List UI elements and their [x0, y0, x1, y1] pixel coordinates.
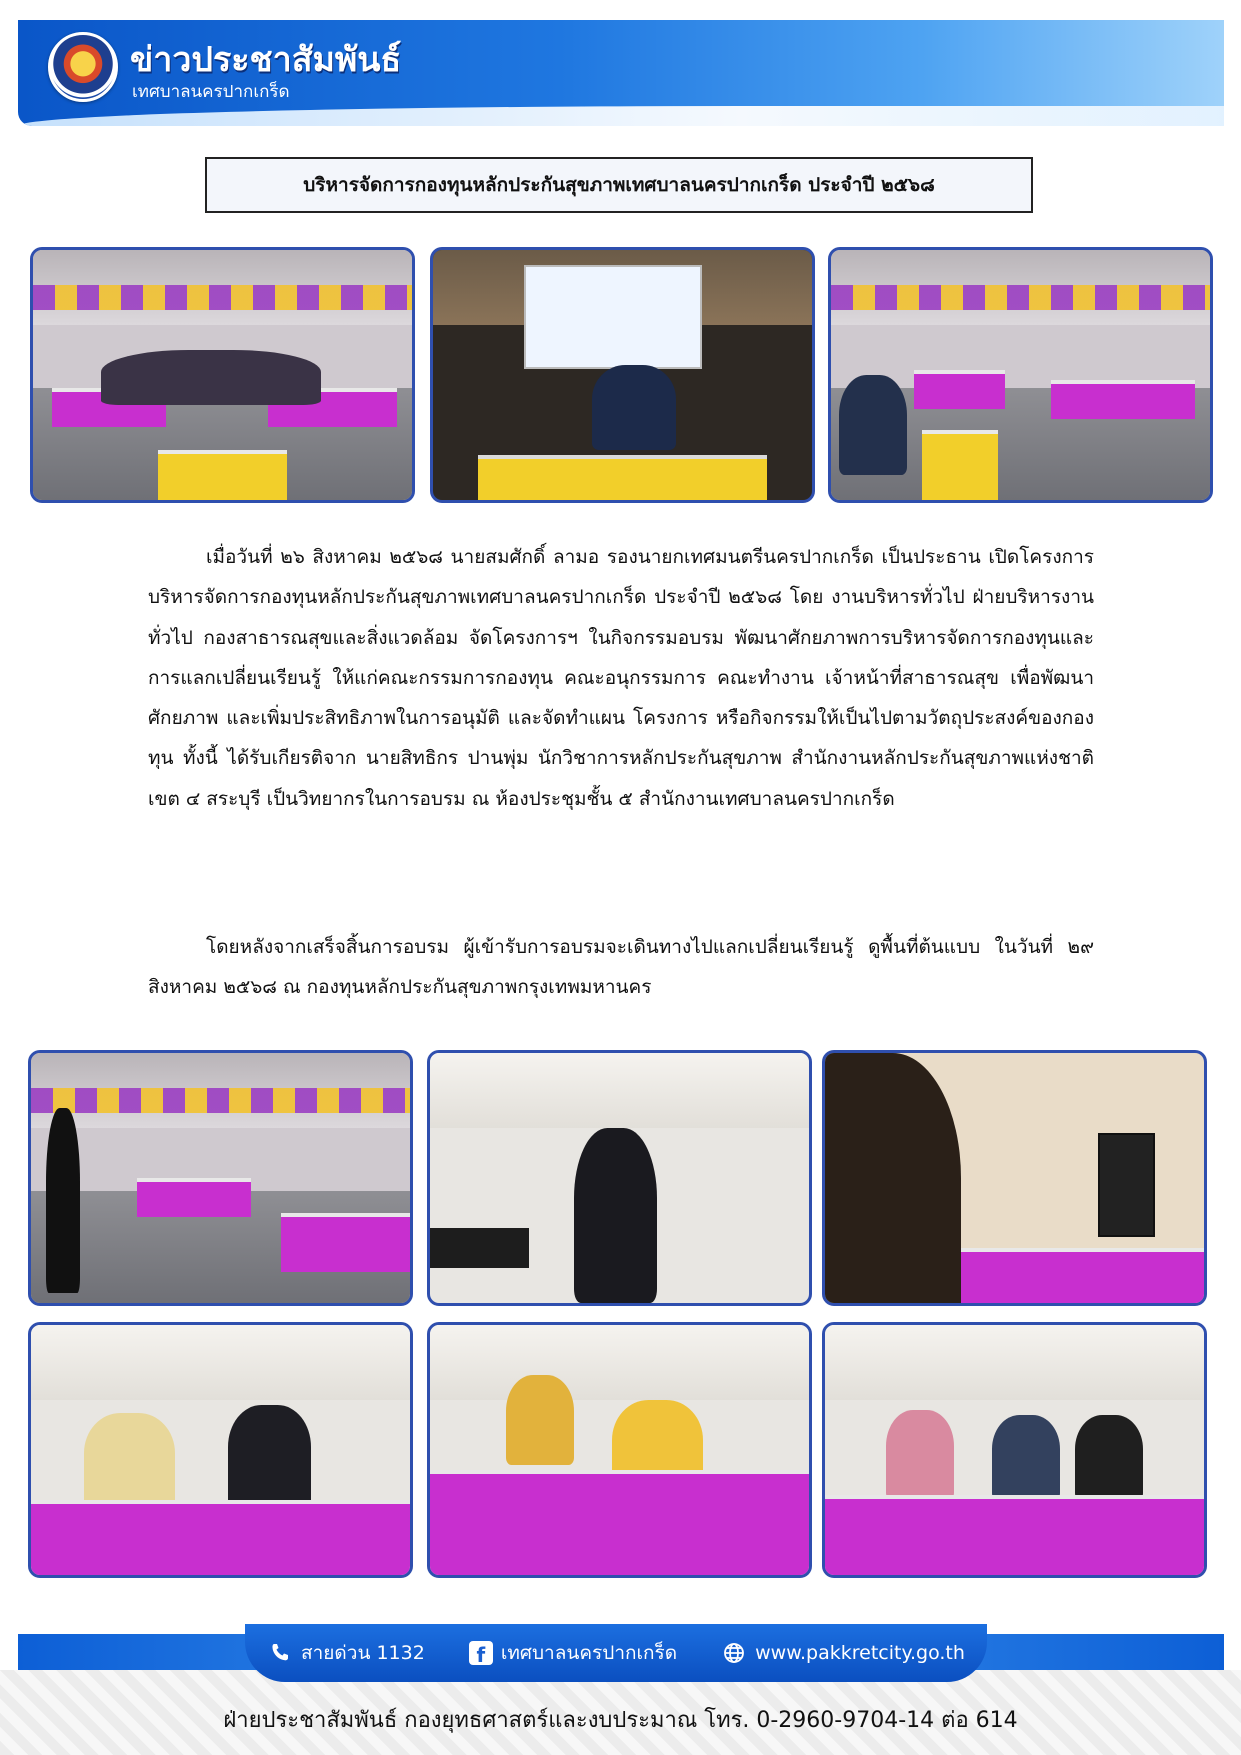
- photo-participants-seated: [427, 1322, 812, 1578]
- municipality-logo: [48, 32, 118, 102]
- header-subtitle: เทศบาลนครปากเกร็ด: [132, 82, 290, 102]
- body-paragraph-2: โดยหลังจากเสร็จสิ้นการอบรม ผู้เข้ารับการอบรมจะเดินทางไปแลกเปลี่ยนเรียนรู้ ดูพื้นที่ต้นแบบ ในวันที่ ๒๙ สิงหาคม ๒๕๖๘ ณ กองทุนหลักประกันสุขภาพกรุงเทพมหานคร: [148, 936, 1094, 999]
- photo-presenter-mic: [28, 1050, 413, 1306]
- photo-participant-phone: [822, 1050, 1207, 1306]
- globe-icon: [721, 1640, 747, 1666]
- photo-group-standing: [30, 247, 415, 503]
- header-wave: [18, 106, 1224, 126]
- website-item[interactable]: [721, 1640, 965, 1666]
- header-banner: [18, 20, 1224, 126]
- headline-box: [205, 157, 1033, 213]
- photo-participants-writing: [28, 1322, 413, 1578]
- website-text: www.pakkretcity.go.th: [755, 1642, 965, 1664]
- facebook-item[interactable]: [469, 1638, 677, 1668]
- header-title: ข่าวประชาสัมพันธ์: [130, 40, 402, 80]
- body-paragraph-1: เมื่อวันที่ ๒๖ สิงหาคม ๒๕๖๘ นายสมศักดิ์ ลามอ รองนายกเทศมนตรีนครปากเกร็ด เป็นประธาน เปิดโครงการบริหารจัดการกองทุนหลักประกันสุขภาพเทศบาลนครปากเกร็ด ประจำปี ๒๕๖๘ โดย งานบริหารทั่วไป ฝ่ายบริหารงานทั่วไป กองสาธารณสุขและสิ่งแวดล้อม จัดโครงการฯ ในกิจกรรมอบรม พัฒนาศักยภาพการบริหารจัดการกองทุนและการแลกเปลี่ยนเรียนรู้ ให้แก่คณะกรรมการกองทุน คณะอนุกรรมการ คณะทำงาน เจ้าหน้าที่สาธารณสุข เพื่อพัฒนาศักยภาพ และเพิ่มประสิทธิภาพในการอนุมัติ และจัดทำแผน โครงการ หรือกิจกรรมให้เป็นไปตามวัตถุประสงค์ของกองทุน ทั้งนี้ ได้รับเกียรติจาก นายสิทธิกร ปานพุ่ม นักวิชาการหลักประกันสุขภาพ สำนักงานหลักประกันสุขภาพแห่งชาติ เขต ๔ สระบุรี เป็นวิทยากรในการอบรม ณ ห้องประชุมชั้น ๕ สำนักงานเทศบาลนครปากเกร็ด: [148, 546, 1094, 810]
- headline-text: บริหารจัดการกองทุนหลักประกันสุขภาพเทศบาลนครปากเกร็ด ประจำปี ๒๕๖๘: [303, 174, 935, 196]
- photo-participants-table: [822, 1322, 1207, 1578]
- facebook-text: เทศบาลนครปากเกร็ด: [500, 1642, 678, 1664]
- facebook-icon: f: [469, 1641, 493, 1665]
- footer-contact-bar: [245, 1624, 987, 1682]
- hotline-item: [267, 1638, 425, 1668]
- photo-audience-hall: [828, 247, 1213, 503]
- hotline-text: สายด่วน 1132: [301, 1642, 425, 1664]
- photo-speaker-stage: [430, 247, 815, 503]
- photo-speaker-phone: [427, 1050, 812, 1306]
- footer-contact-line: ฝ่ายประชาสัมพันธ์ กองยุทธศาสตร์และงบประมาณ โทร. 0-2960-9704-14 ต่อ 614: [223, 1708, 1018, 1733]
- phone-icon: [267, 1640, 293, 1666]
